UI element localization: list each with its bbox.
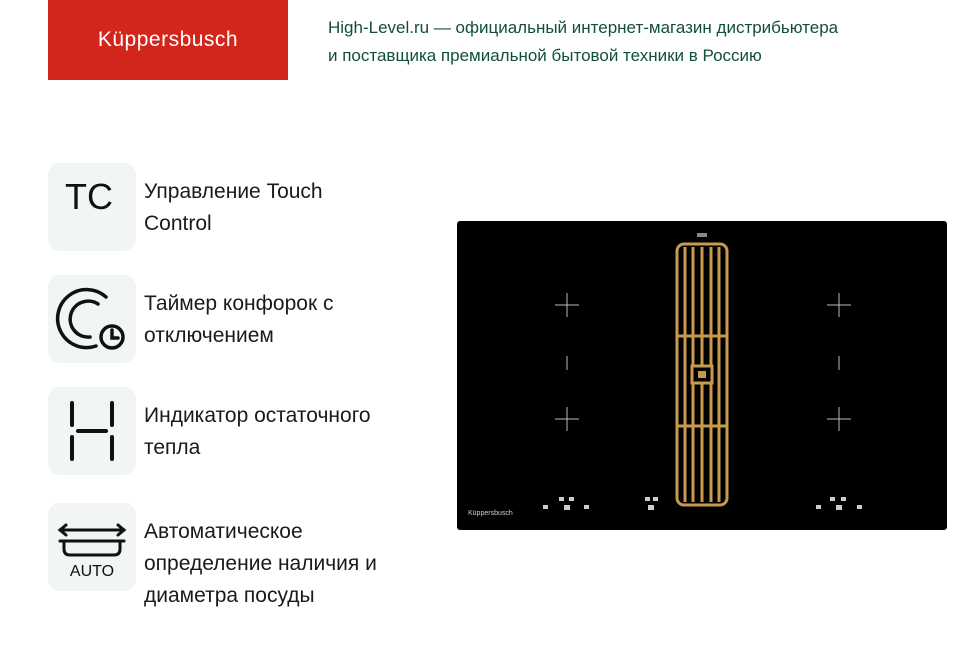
tagline [328,14,948,70]
brand-logo-text: Küppersbusch [97,28,239,51]
feature-label-line: тепла [144,436,201,459]
feature-auto-detection [48,503,468,607]
feature-label-line: диаметра посуды [144,584,315,607]
auto-text: AUTO [69,563,115,580]
feature-residual-heat [48,387,468,477]
feature-label [144,288,434,352]
tagline-line-1: High-Level.ru — официальный интернет-магазин дистрибьютера [328,18,839,37]
feature-label [144,400,434,464]
feature-label-line: Таймер конфорок с [144,292,334,315]
feature-label-line: Индикатор остаточного [144,404,371,427]
feature-timer [48,275,468,365]
residual-heat-icon [48,387,136,475]
feature-label-line: Автоматическое [144,520,303,543]
timer-icon [48,275,136,363]
feature-label [144,176,434,240]
hob-top-marking [697,233,707,237]
tagline-line-2: и поставщика премиальной бытовой техники в Россию [328,46,762,65]
touch-control-icon [48,163,136,251]
auto-pot-detection-icon [48,503,136,591]
feature-label [144,516,434,612]
feature-label-line: Управление Touch [144,180,323,203]
touch-control-icon-t: TC [65,176,113,217]
induction-hob-image [457,221,947,530]
feature-label-line: отключением [144,324,274,347]
feature-label-line: Control [144,212,212,235]
extractor-vent [677,244,727,505]
hob-brand-label: Küppersbusch [468,510,513,517]
brand-logo [48,0,288,80]
feature-label-line: определение наличия и [144,552,377,575]
feature-touch-control [48,163,468,253]
